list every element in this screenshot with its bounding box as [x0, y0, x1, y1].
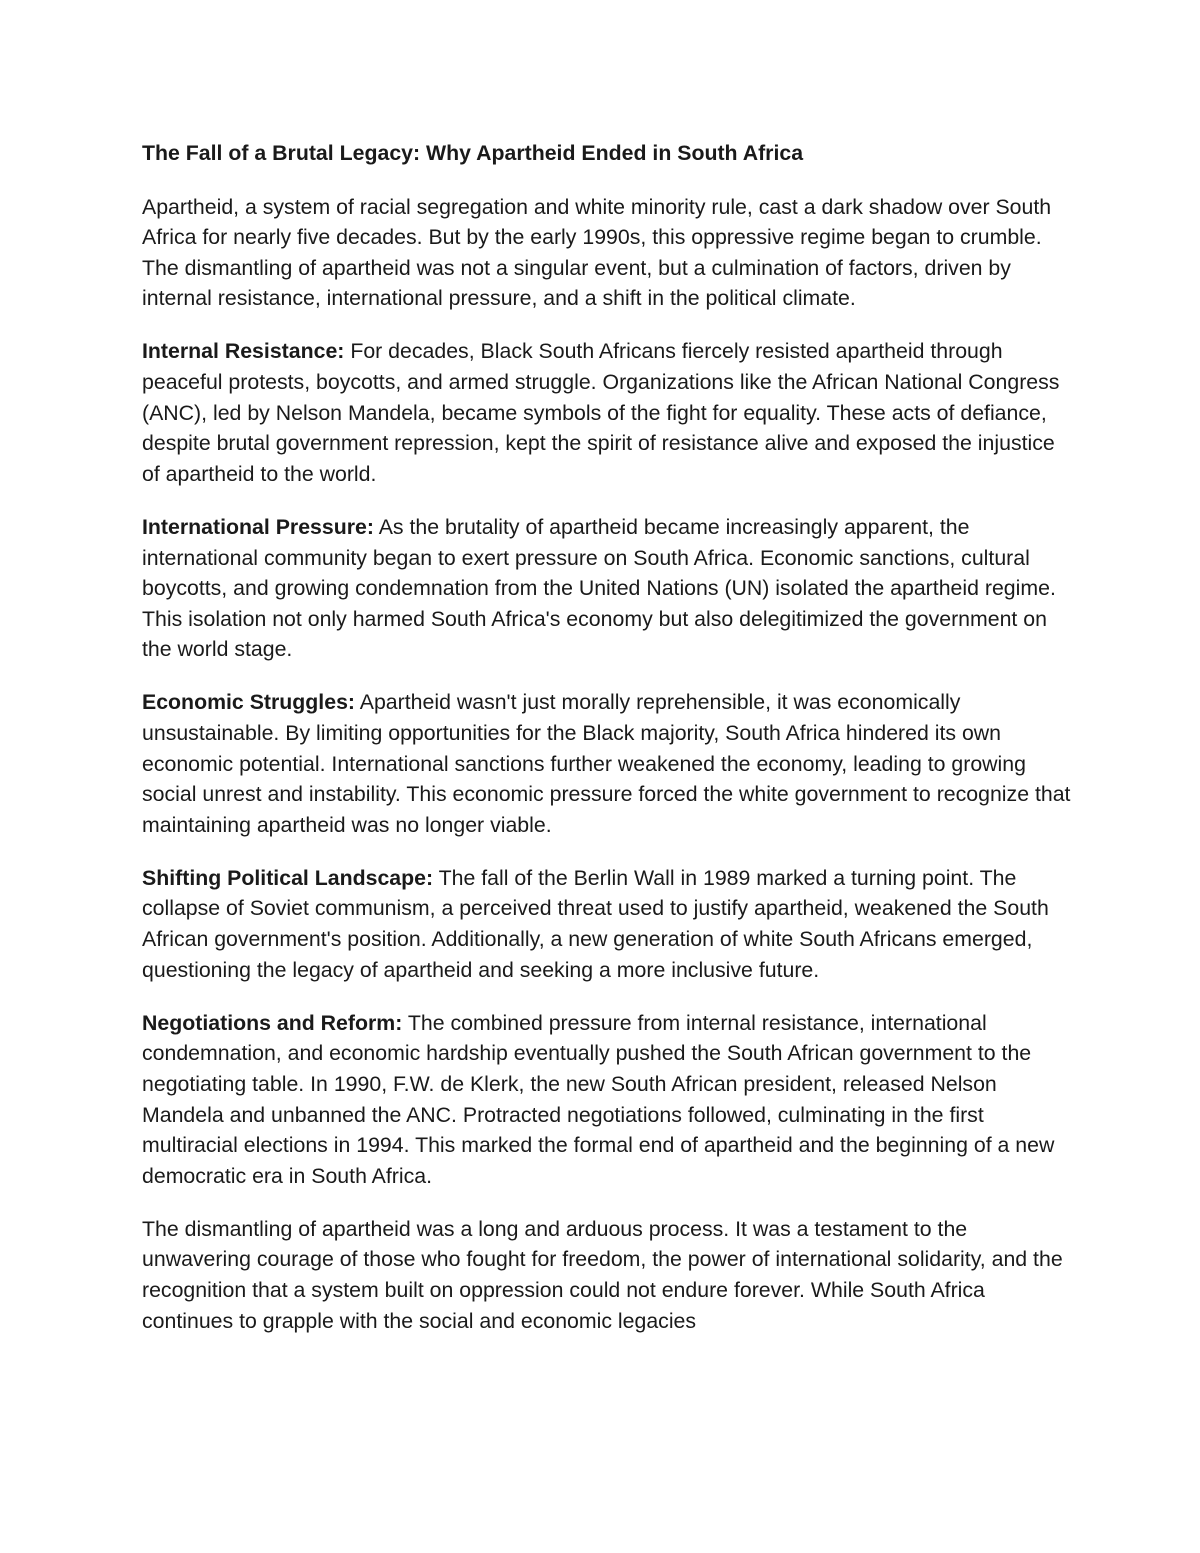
document-title: The Fall of a Brutal Legacy: Why Apartheid Ended in South Africa — [142, 141, 804, 165]
section-text: Apartheid wasn't just morally reprehensible, it was economically unsustainable. By limiting opportunities for the Black majority, South Africa hindered its own economic potential. International sanctions further weakened the economy, leading to growing social unrest and instability. This economic pressure forced the white government to recognize that maintaining apartheid was no longer viable. — [142, 690, 1071, 837]
document-page — [142, 138, 1072, 1359]
section-text: The fall of the Berlin Wall in 1989 marked a turning point. The collapse of Soviet communism, a perceived threat used to justify apartheid, weakened the South African government's position. Additionally, a new generation of white South Africans emerged, questioning the legacy of apartheid and seeking a more inclusive future. — [142, 865, 1049, 982]
section-label: Negotiations and Reform: — [142, 1010, 403, 1035]
section-text: For decades, Black South Africans fiercely resisted apartheid through peaceful protests, boycotts, and armed struggle. Organizations like the African National Congress (ANC), led by Nelson Mandela, became symbols of the fight for equality. These acts of defiance, despite brutal government repression, kept the spirit of resistance alive and exposed the injustice of apartheid to the world. — [142, 339, 1060, 486]
section-shifting-political-landscape — [142, 863, 1072, 985]
section-text: The combined pressure from internal resistance, international condemnation, and economic hardship eventually pushed the South African government to the negotiating table. In 1990, F.W. de Klerk, the new South African president, released Nelson Mandela and unbanned the ANC. Protracted negotiations followed, culminating in the first multiracial elections in 1994. This marked the formal end of apartheid and the beginning of a new democratic era in South Africa. — [142, 1010, 1055, 1188]
section-label: Shifting Political Landscape: — [142, 865, 434, 890]
section-label: Economic Struggles: — [142, 690, 356, 715]
section-negotiations-and-reform — [142, 1008, 1072, 1192]
section-international-pressure — [142, 512, 1072, 665]
section-label: Internal Resistance: — [142, 339, 345, 364]
section-internal-resistance — [142, 336, 1072, 489]
section-text: As the brutality of apartheid became increasingly apparent, the international community began to exert pressure on South Africa. Economic sanctions, cultural boycotts, and growing condemnation from the United Nations (UN) isolated the apartheid regime. This isolation not only harmed South Africa's economy but also delegitimized the government on the world stage. — [142, 514, 1056, 662]
intro-paragraph: Apartheid, a system of racial segregation and white minority rule, cast a dark shadow over South Africa for nearly five decades. But by the early 1990s, this oppressive regime began to crumble. The dismantling of apartheid was not a singular event, but a culmination of factors, driven by internal resistance, international pressure, and a shift in the political climate. — [142, 194, 1052, 311]
section-economic-struggles — [142, 687, 1072, 840]
conclusion-paragraph: The dismantling of apartheid was a long and arduous process. It was a testament to the unwavering courage of those who fought for freedom, the power of international solidarity, and the recognition that a system built on oppression could not endure forever. While South Africa continues to grapple with the social and economic legacies — [142, 1216, 1063, 1333]
section-label: International Pressure: — [142, 514, 374, 539]
